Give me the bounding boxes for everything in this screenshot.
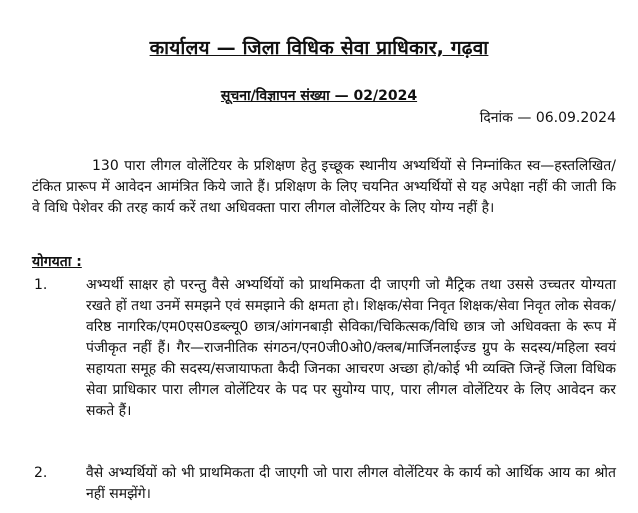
intro-paragraph: 130 पारा लीगल वोलेंटियर के प्रशिक्षण हेतु इच्छूक स्थानीय अभ्यर्थियों से निम्नांकित स्व—हस्तलिखित/टंकित प्रारूप में आवेदन आमंत्रित किये जाते हैं। प्रशिक्षण के लिए चयनित अभ्यर्थियों से यह अपेक्षा नहीं की जाती कि वे विधि पेशेवर की तरह कार्य करें तथा अधिवक्ता पारा लीगल वोलेंटियर के लिए योग्य नहीं है। bbox=[32, 158, 616, 216]
eligibility-heading: योगयता : bbox=[32, 254, 82, 270]
list-item-number: 1. bbox=[34, 277, 48, 293]
list-item-number: 2. bbox=[34, 465, 48, 481]
notice-date: दिनांक — 06.09.2024 bbox=[479, 110, 616, 126]
eligibility-list-continued bbox=[32, 463, 616, 505]
eligibility-list bbox=[32, 275, 616, 422]
list-item-text: अभ्यर्थी साक्षर हो परन्तु वैसे अभ्यर्थियों को प्राथमिकता दी जाएगी जो मैट्रिक तथा उससे उच्चतर योग्यता रखते हों तथा उनमें समझने एवं समझाने की क्षमता हो। शिक्षक/सेवा निवृत शिक्षक/सेवा निवृत लोक सेवक/वरिष्ठ नागरिक/एम0एस0डब्ल्यू0 छात्र/आंगनबाड़ी सेविका/चिकित्सक/विधि छात्र जो अधिवक्ता के रूप में पंजीकृत नहीं हैं। गैर—राजनीतिक संगठन/एन0जी0ओ0/क्लब/मार्जिनलाईज्ड ग्रुप के सदस्य/महिला स्वयं सहायता समूह की सदस्य/सजायाफता कैदी जिनका आचरण अच्छा हो/कोई भी व्यक्ति जिन्हें जिला विधिक सेवा प्राधिकार पारा लीगल वोलेंटियर के पद पर सुयोग्य पाए, पारा लीगल वोलेंटियर के लिए आवेदन कर सकते हैं। bbox=[86, 277, 616, 419]
list-item bbox=[32, 275, 616, 422]
list-item-text: वैसे अभ्यर्थियों को भी प्राथमिकता दी जाएगी जो पारा लीगल वोलेंटियर के कार्य को आर्थिक आय का श्रोत नहीं समझेंगे। bbox=[86, 465, 616, 502]
list-item bbox=[32, 463, 616, 505]
office-title: कार्यालय — जिला विधिक सेवा प्राधिकार, गढ़वा bbox=[149, 37, 489, 59]
notice-number-heading: सूचना/विज्ञापन संख्या — 02/2024 bbox=[220, 88, 418, 104]
